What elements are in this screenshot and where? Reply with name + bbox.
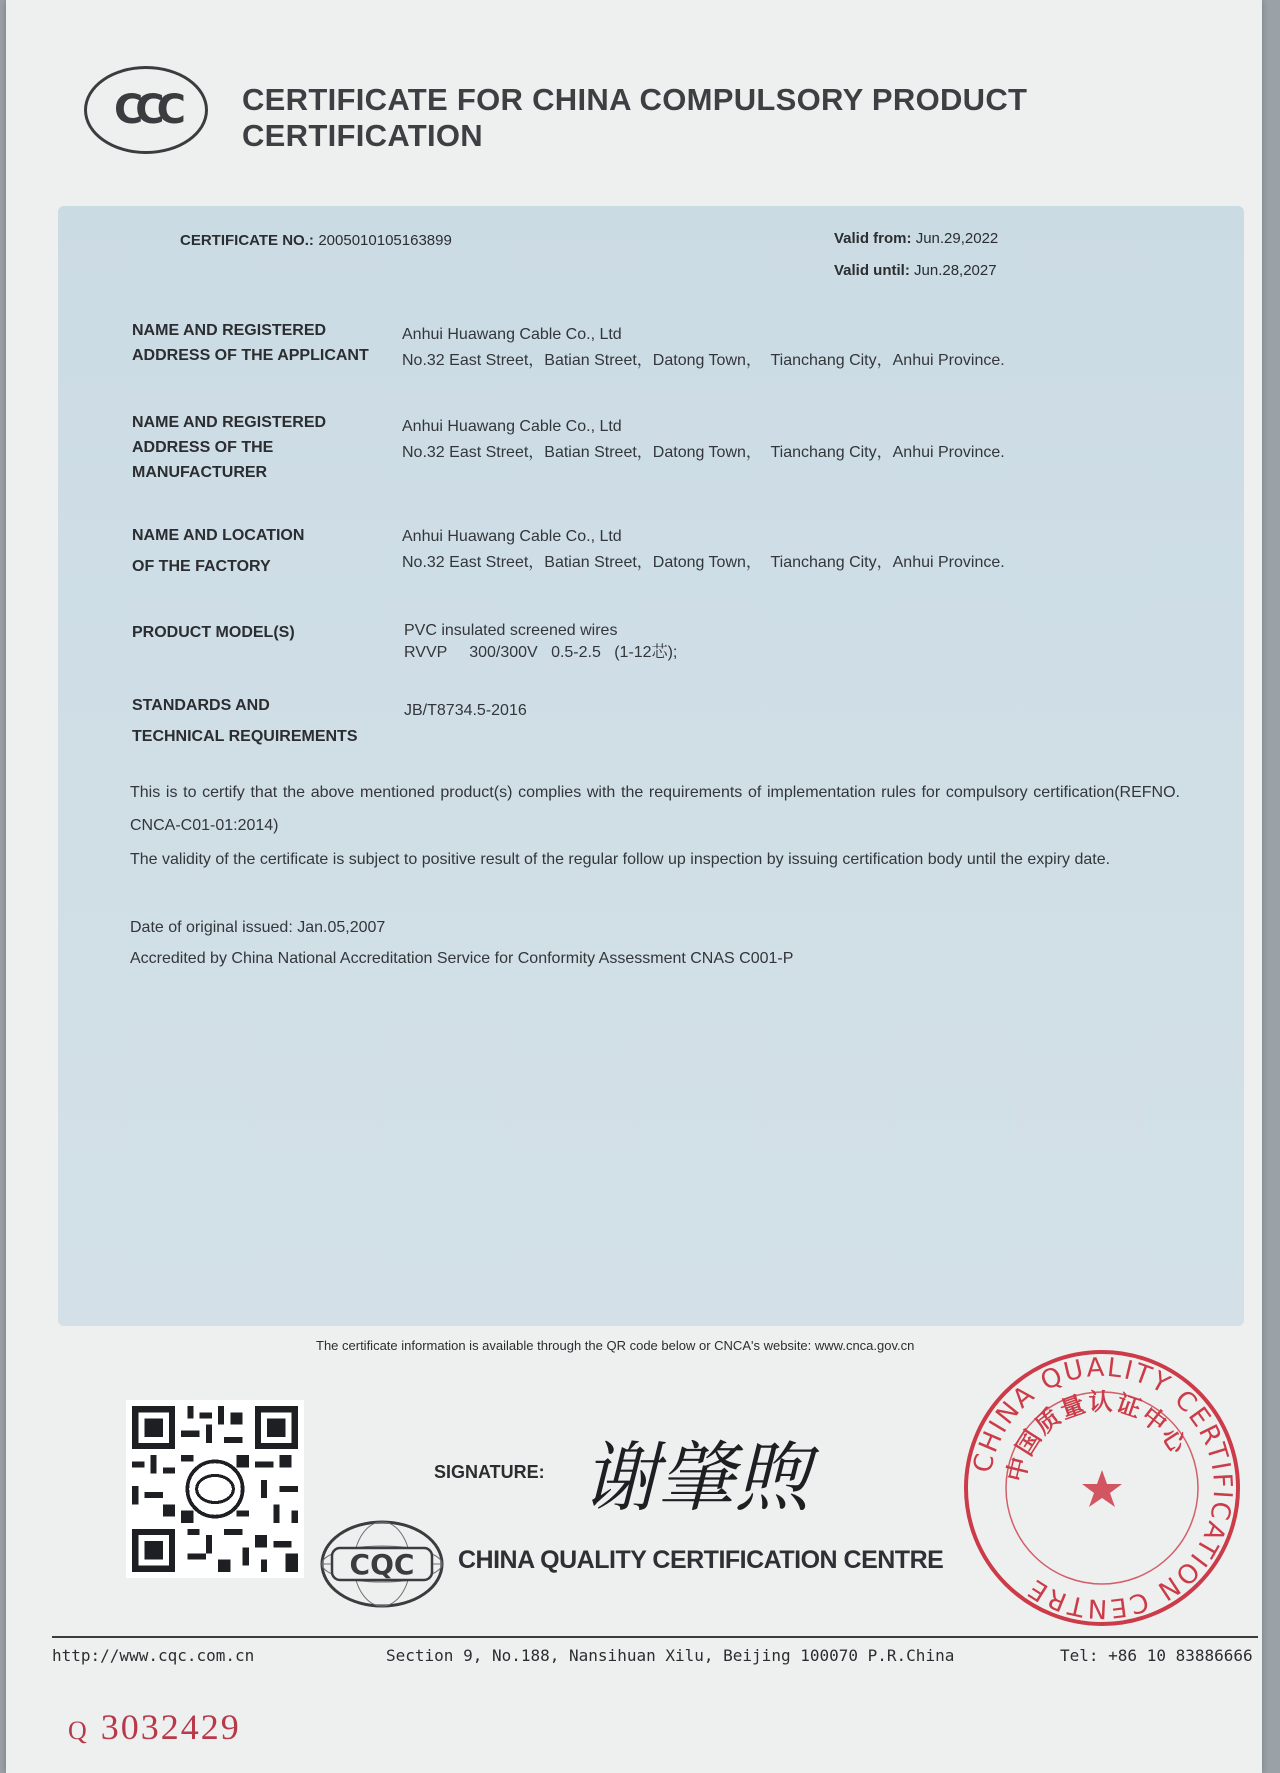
applicant-label: NAME AND REGISTERED ADDRESS OF THE APPLICANT <box>132 322 369 364</box>
valid-from: Valid from: Jun.29,2022 <box>834 230 999 247</box>
factory-label: NAME AND LOCATION OF THE FACTORY <box>132 527 305 575</box>
factory-address: No.32 East Street，Batian Street，Datong Town， Tianchang City，Anhui Province. <box>402 554 1005 571</box>
certificate-number-value: 2005010105163899 <box>318 232 452 249</box>
accreditation-statement: Accredited by China National Accreditation Service for Conformity Assessment CNAS C001-P <box>130 950 794 967</box>
svg-text:CHINA QUALITY CERTIFICATION CE: CHINA QUALITY CERTIFICATION CENTRE <box>967 1352 1238 1624</box>
manufacturer-value <box>402 414 1005 466</box>
standards-label: STANDARDS AND TECHNICAL REQUIREMENTS <box>132 697 358 745</box>
validity-statement: The validity of the certificate is subject to positive result of the regular follow up inspection by issuing certification body until the expiry date. <box>130 851 1111 868</box>
valid-from-value: Jun.29,2022 <box>915 230 999 247</box>
applicant-address: No.32 East Street，Batian Street，Datong Town， Tianchang City，Anhui Province. <box>402 352 1005 369</box>
official-seal <box>960 1346 1244 1630</box>
svg-text:CQC: CQC <box>349 1548 415 1581</box>
manufacturer-label: NAME AND REGISTERED ADDRESS OF THE MANUFACTURER <box>132 414 327 481</box>
qr-code <box>126 1400 304 1578</box>
factory-value <box>402 524 1005 576</box>
footer-website: http://www.cqc.com.cn <box>52 1646 255 1665</box>
standards-value: JB/T8734.5-2016 <box>404 702 527 719</box>
certification-statement: This is to certify that the above mentioned product(s) complies with the requirements of implementation rules for compulsory certification(REFNO. CNCA-C01-01:2014) <box>130 784 1180 834</box>
content-panel <box>58 206 1244 1326</box>
product-model: RVVP 300/300V 0.5-2.5 (1-12芯); <box>404 644 678 661</box>
ccc-logo: CCC <box>84 66 208 154</box>
applicant-value <box>402 322 1005 374</box>
serial-prefix: Q <box>68 1716 87 1745</box>
cqc-logo <box>318 1518 446 1610</box>
valid-until: Valid until: Jun.28,2027 <box>834 262 997 279</box>
certificate-title: CERTIFICATE FOR CHINA COMPULSORY PRODUCT CERTIFICATION <box>242 82 1028 153</box>
product-label: PRODUCT MODEL(S) <box>132 624 295 641</box>
valid-until-value: Jun.28,2027 <box>914 262 997 279</box>
signature-mark <box>578 1420 828 1530</box>
svg-text:中国质量认证中心: 中国质量认证中心 <box>1000 1386 1194 1485</box>
footer-address: Section 9, No.188, Nansihuan Xilu, Beijing 100070 P.R.China <box>386 1646 955 1665</box>
footer-divider <box>52 1636 1258 1638</box>
signature-label: SIGNATURE: <box>434 1462 545 1482</box>
certificate-number: CERTIFICATE NO.: 2005010105163899 <box>180 232 452 249</box>
original-issue-date: Date of original issued: Jan.05,2007 <box>130 919 386 936</box>
factory-name: Anhui Huawang Cable Co., Ltd <box>402 528 622 545</box>
applicant-name: Anhui Huawang Cable Co., Ltd <box>402 326 622 343</box>
serial-value: 3032429 <box>100 1707 241 1747</box>
footer-tel: Tel: +86 10 83886666 <box>1060 1646 1253 1665</box>
serial-number <box>68 1706 241 1748</box>
organization-name: CHINA QUALITY CERTIFICATION CENTRE <box>458 1546 944 1574</box>
certificate-paper <box>6 0 1262 1773</box>
manufacturer-address: No.32 East Street，Batian Street，Datong Town， Tianchang City，Anhui Province. <box>402 444 1005 461</box>
manufacturer-name: Anhui Huawang Cable Co., Ltd <box>402 418 622 435</box>
qr-note: The certificate information is available through the QR code below or CNCA's website: www.cnca.gov.cn <box>316 1338 915 1353</box>
svg-text:谢肇煦: 谢肇煦 <box>582 1433 810 1522</box>
product-description: PVC insulated screened wires <box>404 622 618 639</box>
product-value <box>404 620 677 664</box>
